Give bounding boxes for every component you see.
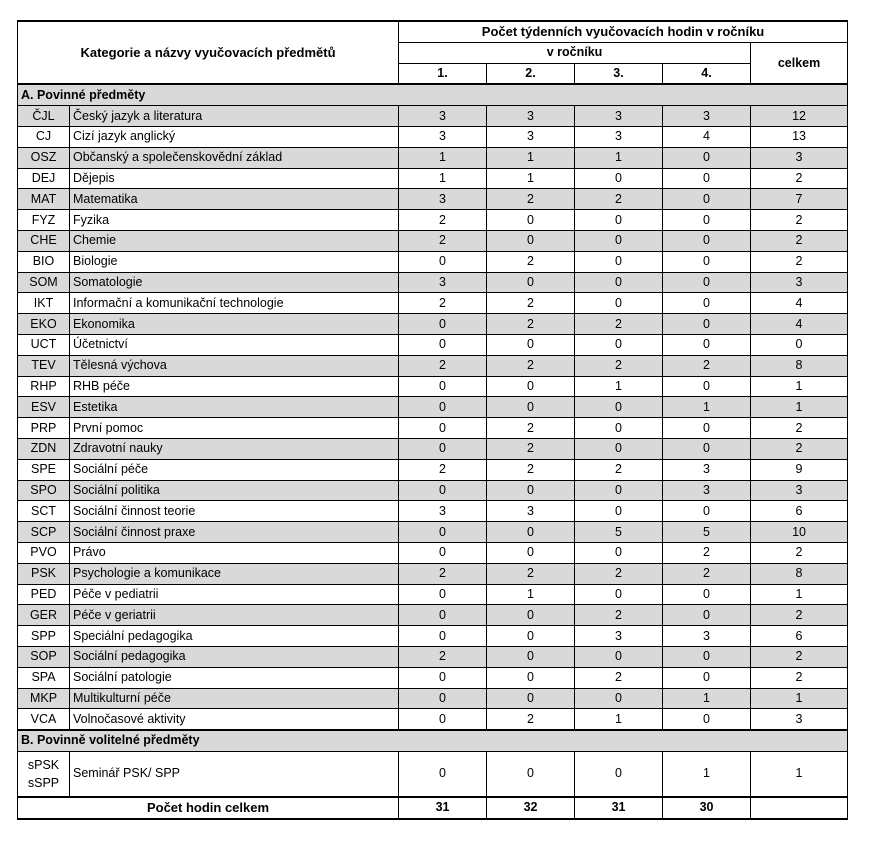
hours-year-3: 5 [575, 522, 663, 543]
hours-total: 13 [751, 126, 848, 147]
hours-year-4: 0 [663, 210, 751, 231]
subject-row [18, 106, 848, 127]
hours-year-4: 0 [663, 168, 751, 189]
hours-year-3: 0 [575, 438, 663, 459]
subject-name: Zdravotní nauky [70, 438, 399, 459]
hours-year-4: 0 [663, 501, 751, 522]
hours-total: 8 [751, 355, 848, 376]
subject-name: První pomoc [70, 418, 399, 439]
subject-row [18, 709, 848, 730]
seminar-code [18, 751, 70, 797]
year-header: v ročníku [399, 42, 751, 63]
hours-year-3: 2 [575, 355, 663, 376]
subject-row [18, 189, 848, 210]
subject-name: Informační a komunikační technologie [70, 293, 399, 314]
hours-year-3: 0 [575, 480, 663, 501]
seminar-row [18, 751, 848, 797]
hours-year-4: 0 [663, 438, 751, 459]
hours-year-4: 1 [663, 397, 751, 418]
hours-year-3: 0 [575, 293, 663, 314]
hours-year-3: 2 [575, 667, 663, 688]
hours-year-2: 0 [487, 605, 575, 626]
hours-year-3: 0 [575, 646, 663, 667]
subject-code: SPA [18, 667, 70, 688]
hours-year-1: 0 [399, 626, 487, 647]
hours-year-1: 3 [399, 126, 487, 147]
hours-total: 6 [751, 501, 848, 522]
subject-code: IKT [18, 293, 70, 314]
subject-row [18, 438, 848, 459]
subject-code: CJ [18, 126, 70, 147]
hours-year-2: 0 [487, 210, 575, 231]
hours-total: 8 [751, 563, 848, 584]
hours-year-3: 0 [575, 584, 663, 605]
subject-row [18, 251, 848, 272]
hours-total: 4 [751, 293, 848, 314]
hours-year-3: 0 [575, 688, 663, 709]
totals-year-2: 32 [487, 797, 575, 819]
hours-total: 2 [751, 605, 848, 626]
hours-year-1: 0 [399, 334, 487, 355]
hours-year-4: 0 [663, 709, 751, 730]
hours-year-1: 0 [399, 376, 487, 397]
seminar-year-4: 1 [663, 751, 751, 797]
hours-year-1: 2 [399, 210, 487, 231]
subject-name: Chemie [70, 230, 399, 251]
subject-code: PRP [18, 418, 70, 439]
subject-row [18, 418, 848, 439]
hours-year-2: 2 [487, 459, 575, 480]
hours-year-3: 3 [575, 626, 663, 647]
subject-code: MAT [18, 189, 70, 210]
hours-year-2: 0 [487, 480, 575, 501]
subject-name: Péče v pediatrii [70, 584, 399, 605]
hours-year-4: 0 [663, 605, 751, 626]
subject-code: GER [18, 605, 70, 626]
subject-code: DEJ [18, 168, 70, 189]
hours-year-3: 0 [575, 251, 663, 272]
subject-code: UCT [18, 334, 70, 355]
subject-code: FYZ [18, 210, 70, 231]
hours-year-1: 0 [399, 605, 487, 626]
subject-name: Matematika [70, 189, 399, 210]
subject-name: Sociální patologie [70, 667, 399, 688]
hours-year-1: 3 [399, 189, 487, 210]
subject-name: Účetnictví [70, 334, 399, 355]
subject-row [18, 605, 848, 626]
subject-row [18, 563, 848, 584]
hours-year-4: 3 [663, 480, 751, 501]
hours-total: 2 [751, 542, 848, 563]
seminar-year-3: 0 [575, 751, 663, 797]
hours-year-2: 3 [487, 106, 575, 127]
hours-year-4: 0 [663, 418, 751, 439]
subject-code: SCT [18, 501, 70, 522]
subject-row [18, 459, 848, 480]
hours-year-1: 3 [399, 106, 487, 127]
weekly-hours-header: Počet týdenních vyučovacích hodin v ročníku [399, 21, 848, 42]
hours-year-3: 1 [575, 147, 663, 168]
subject-row [18, 272, 848, 293]
hours-year-4: 2 [663, 542, 751, 563]
subject-row [18, 522, 848, 543]
subject-name: Sociální péče [70, 459, 399, 480]
subject-name: Biologie [70, 251, 399, 272]
hours-year-3: 2 [575, 189, 663, 210]
subject-code: PSK [18, 563, 70, 584]
hours-total: 7 [751, 189, 848, 210]
subject-name: Cizí jazyk anglický [70, 126, 399, 147]
seminar-year-1: 0 [399, 751, 487, 797]
hours-year-1: 0 [399, 667, 487, 688]
year-1-header: 1. [399, 63, 487, 84]
subject-row [18, 168, 848, 189]
hours-year-1: 0 [399, 397, 487, 418]
subject-row [18, 626, 848, 647]
hours-year-3: 0 [575, 210, 663, 231]
curriculum-table [17, 20, 848, 820]
hours-year-2: 2 [487, 709, 575, 730]
hours-year-4: 3 [663, 106, 751, 127]
totals-year-4: 30 [663, 797, 751, 819]
subject-row [18, 210, 848, 231]
subject-name: Speciální pedagogika [70, 626, 399, 647]
subject-code: EKO [18, 314, 70, 335]
subject-code: ČJL [18, 106, 70, 127]
hours-year-4: 3 [663, 459, 751, 480]
subject-name: Občanský a společenskovědní základ [70, 147, 399, 168]
hours-total: 2 [751, 168, 848, 189]
hours-year-2: 2 [487, 189, 575, 210]
hours-total: 0 [751, 334, 848, 355]
subject-name: RHB péče [70, 376, 399, 397]
subject-row [18, 230, 848, 251]
subject-code: SPE [18, 459, 70, 480]
hours-year-3: 1 [575, 376, 663, 397]
hours-year-2: 0 [487, 272, 575, 293]
hours-year-2: 0 [487, 667, 575, 688]
hours-year-3: 2 [575, 459, 663, 480]
hours-year-4: 0 [663, 230, 751, 251]
hours-year-2: 0 [487, 688, 575, 709]
hours-year-4: 2 [663, 355, 751, 376]
hours-year-1: 0 [399, 584, 487, 605]
subject-name: Sociální pedagogika [70, 646, 399, 667]
subject-name: Psychologie a komunikace [70, 563, 399, 584]
subject-row [18, 688, 848, 709]
hours-year-1: 2 [399, 563, 487, 584]
subject-code: TEV [18, 355, 70, 376]
subject-name: Volnočasové aktivity [70, 709, 399, 730]
subject-name: Somatologie [70, 272, 399, 293]
hours-total: 10 [751, 522, 848, 543]
hours-year-4: 0 [663, 189, 751, 210]
hours-year-3: 2 [575, 605, 663, 626]
hours-year-2: 0 [487, 646, 575, 667]
hours-year-4: 0 [663, 147, 751, 168]
hours-year-1: 0 [399, 438, 487, 459]
hours-year-2: 1 [487, 584, 575, 605]
hours-total: 3 [751, 147, 848, 168]
hours-total: 2 [751, 251, 848, 272]
hours-year-2: 2 [487, 293, 575, 314]
hours-year-4: 0 [663, 251, 751, 272]
totals-year-3: 31 [575, 797, 663, 819]
hours-year-1: 0 [399, 522, 487, 543]
hours-year-3: 0 [575, 230, 663, 251]
subject-code: SOP [18, 646, 70, 667]
subject-code: MKP [18, 688, 70, 709]
hours-total: 3 [751, 272, 848, 293]
hours-year-3: 2 [575, 563, 663, 584]
subject-name: Český jazyk a literatura [70, 106, 399, 127]
subject-row [18, 355, 848, 376]
subject-row [18, 667, 848, 688]
subject-name: Fyzika [70, 210, 399, 231]
hours-year-1: 0 [399, 709, 487, 730]
subject-code: PED [18, 584, 70, 605]
hours-year-2: 2 [487, 355, 575, 376]
subject-row [18, 293, 848, 314]
hours-year-4: 0 [663, 667, 751, 688]
hours-year-3: 0 [575, 397, 663, 418]
seminar-total: 1 [751, 751, 848, 797]
hours-total: 1 [751, 584, 848, 605]
hours-total: 1 [751, 397, 848, 418]
hours-total: 4 [751, 314, 848, 335]
hours-year-2: 0 [487, 376, 575, 397]
subject-name: Multikulturní péče [70, 688, 399, 709]
hours-year-1: 2 [399, 646, 487, 667]
subject-row [18, 147, 848, 168]
year-4-header: 4. [663, 63, 751, 84]
hours-year-2: 0 [487, 522, 575, 543]
subject-row [18, 126, 848, 147]
hours-year-3: 3 [575, 126, 663, 147]
hours-year-4: 0 [663, 293, 751, 314]
hours-total: 12 [751, 106, 848, 127]
subject-code: ZDN [18, 438, 70, 459]
hours-year-1: 2 [399, 459, 487, 480]
hours-year-1: 0 [399, 688, 487, 709]
hours-total: 9 [751, 459, 848, 480]
hours-year-3: 0 [575, 501, 663, 522]
total-header: celkem [751, 42, 848, 84]
hours-year-1: 0 [399, 314, 487, 335]
hours-year-3: 2 [575, 314, 663, 335]
seminar-name: Seminář PSK/ SPP [70, 751, 399, 797]
seminar-code-1: sPSK [27, 757, 60, 772]
totals-row [18, 797, 848, 819]
hours-year-1: 2 [399, 230, 487, 251]
subject-name: Péče v geriatrii [70, 605, 399, 626]
hours-year-1: 1 [399, 147, 487, 168]
hours-year-4: 0 [663, 272, 751, 293]
subject-code: ESV [18, 397, 70, 418]
hours-year-3: 0 [575, 272, 663, 293]
hours-year-4: 1 [663, 688, 751, 709]
subject-name: Tělesná výchova [70, 355, 399, 376]
subject-name: Sociální činnost teorie [70, 501, 399, 522]
hours-year-4: 2 [663, 563, 751, 584]
subject-name: Dějepis [70, 168, 399, 189]
hours-total: 2 [751, 438, 848, 459]
hours-total: 1 [751, 688, 848, 709]
hours-year-3: 0 [575, 168, 663, 189]
hours-total: 6 [751, 626, 848, 647]
hours-year-3: 0 [575, 334, 663, 355]
subject-code: SPO [18, 480, 70, 501]
subject-name: Sociální činnost praxe [70, 522, 399, 543]
hours-year-4: 5 [663, 522, 751, 543]
subject-code: RHP [18, 376, 70, 397]
hours-total: 2 [751, 646, 848, 667]
seminar-year-2: 0 [487, 751, 575, 797]
subject-name: Ekonomika [70, 314, 399, 335]
hours-year-2: 2 [487, 438, 575, 459]
hours-total: 3 [751, 709, 848, 730]
hours-total: 2 [751, 667, 848, 688]
hours-year-4: 0 [663, 314, 751, 335]
hours-year-2: 2 [487, 251, 575, 272]
subject-name: Právo [70, 542, 399, 563]
subject-code: BIO [18, 251, 70, 272]
hours-year-4: 3 [663, 626, 751, 647]
section-b-title: B. Povinně volitelné předměty [18, 730, 848, 751]
hours-total: 2 [751, 210, 848, 231]
subject-row [18, 397, 848, 418]
hours-year-4: 4 [663, 126, 751, 147]
hours-year-1: 0 [399, 542, 487, 563]
hours-year-2: 2 [487, 314, 575, 335]
subject-code: VCA [18, 709, 70, 730]
hours-year-2: 1 [487, 147, 575, 168]
hours-total: 2 [751, 418, 848, 439]
subject-code: PVO [18, 542, 70, 563]
hours-year-2: 2 [487, 563, 575, 584]
hours-year-4: 0 [663, 646, 751, 667]
totals-grand [751, 797, 848, 819]
subject-row [18, 334, 848, 355]
year-3-header: 3. [575, 63, 663, 84]
subject-row [18, 501, 848, 522]
hours-year-2: 0 [487, 230, 575, 251]
subject-row [18, 584, 848, 605]
subject-row [18, 314, 848, 335]
hours-year-4: 0 [663, 376, 751, 397]
hours-year-1: 2 [399, 355, 487, 376]
hours-year-2: 0 [487, 397, 575, 418]
hours-year-1: 3 [399, 501, 487, 522]
totals-label: Počet hodin celkem [18, 797, 399, 819]
hours-year-3: 1 [575, 709, 663, 730]
hours-year-2: 2 [487, 418, 575, 439]
hours-year-2: 3 [487, 501, 575, 522]
subject-row [18, 646, 848, 667]
subject-code: OSZ [18, 147, 70, 168]
hours-year-1: 2 [399, 293, 487, 314]
hours-year-3: 3 [575, 106, 663, 127]
subject-row [18, 542, 848, 563]
hours-year-1: 1 [399, 168, 487, 189]
hours-year-1: 0 [399, 251, 487, 272]
hours-year-2: 0 [487, 542, 575, 563]
section-a-title: A. Povinné předměty [18, 84, 848, 105]
hours-year-1: 3 [399, 272, 487, 293]
subject-code: SOM [18, 272, 70, 293]
subject-row [18, 480, 848, 501]
hours-year-2: 3 [487, 126, 575, 147]
subject-code: SPP [18, 626, 70, 647]
subject-name: Sociální politika [70, 480, 399, 501]
hours-total: 2 [751, 230, 848, 251]
hours-year-4: 0 [663, 334, 751, 355]
category-header: Kategorie a názvy vyučovacích předmětů [18, 21, 399, 84]
hours-total: 3 [751, 480, 848, 501]
hours-year-2: 0 [487, 626, 575, 647]
hours-year-3: 0 [575, 418, 663, 439]
hours-year-1: 0 [399, 480, 487, 501]
subject-row [18, 376, 848, 397]
hours-year-2: 0 [487, 334, 575, 355]
subject-code: SCP [18, 522, 70, 543]
hours-year-1: 0 [399, 418, 487, 439]
hours-year-3: 0 [575, 542, 663, 563]
hours-year-4: 0 [663, 584, 751, 605]
totals-year-1: 31 [399, 797, 487, 819]
seminar-code-2: sSPP [27, 775, 60, 790]
subject-name: Estetika [70, 397, 399, 418]
hours-year-2: 1 [487, 168, 575, 189]
hours-total: 1 [751, 376, 848, 397]
subject-code: CHE [18, 230, 70, 251]
year-2-header: 2. [487, 63, 575, 84]
